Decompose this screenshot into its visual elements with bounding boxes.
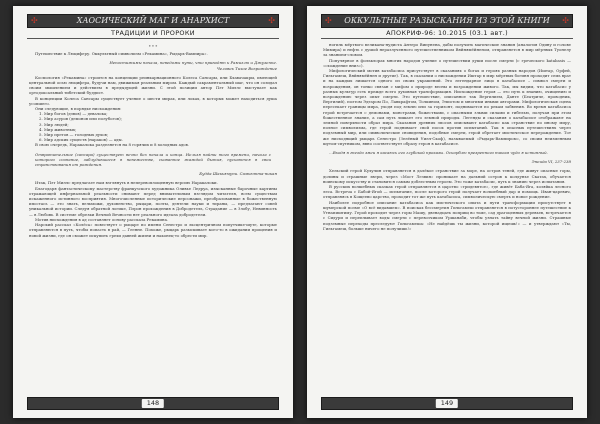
right-page-header: [321, 14, 573, 28]
paragraph: Итак, Пэт Миллс предлагает нам взглянуть в неперевоплощенную версию Наракалоки.: [35, 180, 218, 186]
left-page-footer: [27, 397, 279, 410]
paragraph: Мотив нисхождения в ад составляет основу рассказа Рекамина.: [35, 216, 169, 222]
paragraph: Наиболее подробное описание катабасиса как мистического опыта и пути трансформации присутствует в шумерской поэме «О всё видавшем». В поисках бессмертия Гильгамеш отправляется в потустороннее путешествие к Утнапиштиму. Герой проходит через горы Машу, двенадцать поприщ во тьме, сад драгоценных деревьев, встречается с Сидури и переплывает воды смерти с перевозчиком Уршанаби, чтобы узнать тайну вечной жизни. Страшные подземные переходы преследуют Гильгамеша: «Не найдёшь ты жизни, которой ищешь!» — и утверждают «Ты, Гильгамеш, больше ничего не получишь!»: [323, 199, 571, 231]
left-header-title: ХАОСИЧЕСКИЙ МАГ И АНАРХИСТ: [76, 16, 230, 25]
section-divider: * * *: [148, 44, 158, 49]
paragraph: В русских волшебных сказках герой отправляется в царство «тридевятое», где живёт Баба-Яга, хозяйка лесного леса. Встреча с Бабой-Ягой — испытание, после которого герой получает волшебный дар и помощь. Иван-царевич, отправляясь в Кощеево царство, проходит тот же путь катабасиса, символическую смерть и новое рождение.: [323, 184, 571, 200]
right-page: [307, 6, 587, 418]
list-item: 4. Мир животных;: [39, 126, 77, 132]
paragraph: Путешествие к Люциферу. Оккультный символизм «Рекамина», Рыдарь-Вампира».: [35, 51, 208, 57]
paragraph: Благодаря фантастическому мастерству французского художника Оливье Ледруа, изысканные барочные картины отражающей инфернальной реальности снимают перед внимательным взглядом читателя, всем существам искаженного истинного восприятия. Многочисленные исторические персонажи, преобразованные в божественную ипостась — это знать, вельможи, духовенство, рыцари, поэты, деятели науки и тираны, — предлагают совей уникальной истории. Следуя обратной логике, Пэрон прохождения в Добродетель, Страдание — в Злобу, Невинность — в Любовь. В системе обрезки Вечной Вечности нет реального идеала добродетели.: [29, 185, 277, 217]
right-section-title: АПОКРИФ-96: 10.2015 (03.1 авт.): [321, 28, 573, 39]
paragraph: Они следующие, в порядке нисхождения:: [35, 106, 122, 112]
list-item: 5. Мир претов — голодных духов;: [39, 132, 109, 138]
left-section-title: ТРАДИЦИИ И ПРОРОКИ: [27, 28, 279, 39]
list-item: 6. Мир адских существ (нараков) — ады.: [39, 137, 123, 143]
paragraph: Хельский герой Кухулин отправляется в далёкое странствие за море, на остров теней, где живут опасные горы, долины и страшные звери, через «Мост Лезвия» проникает на дальний остров к колдунье Скатах, обучается воинскому искусству и становится самым доблестным героем. Это тоже катабасис, путь к знанию через испытания.: [323, 168, 571, 184]
quote: …Входя в гнездо змеи я касаюсь его глубокой проказы. Оскорблю презренного таким чудо я истинный.: [329, 150, 548, 156]
list-item: 2. Мир асуров (демонов или полубогов);: [39, 116, 122, 122]
left-page-text: [29, 42, 277, 396]
epigraph-author: Человек Тихое Возрождение: [216, 65, 277, 71]
worlds-list: [39, 111, 277, 142]
quote-attribution: Энеида VI, 237-238: [531, 159, 571, 165]
right-page-footer: [321, 397, 573, 410]
page-number: 149: [436, 399, 458, 408]
page-number: 148: [142, 399, 164, 408]
paragraph: В концепции Колеса Сансары существует учение о шести мирах, или локах, в которых может находиться душа усопшего.: [29, 95, 277, 106]
ornament-icon: ✣: [325, 16, 332, 25]
quote: Отвратительное (сансара) существует вечно без начала и конца. Нельзя найти того времени, начала с которого сознание, заблудившееся в невежестве, скованное жаждой бытия, пускаются в свои странствования от рождения.: [35, 151, 271, 168]
paragraph: Космология «Рекамина» строится на концепции реинкарнационного Колеса Сансары, или Бхавачакры, имеющей центральной осью люцифера, будучи нам, движимая реальным миром. Каждый сакраментальный шаг, что он созидал своим мышлением и действием в предыдущей жизни. С этой позиции автор Пэт Миллс выступает как ортодоксальный тибетский буддист.: [29, 74, 277, 96]
epigraph: Непостижимы начала, неведомы пути, что приводят к Рамиэлю и Джузеппе.: [109, 60, 277, 66]
quote-attribution: Будда Шакьямуни. Самьютта-никая: [199, 171, 277, 177]
right-page-text: [323, 42, 571, 396]
ornament-icon: ✣: [268, 16, 275, 25]
paragraph: Мифологический мотив катабасиса присутствует в сказаниях о богах и героях разных народов (Иштар, Орфей, Гильгамеш, Вяйнямёйнен и другие). Так, в сказании о нисхождении Иштар в мир мёртвых богиня проходит семь врат и на каждых лишается одного из своих украшений. Это легендарное лицо в катабасисе – символ смерти и возрождения, он тонко связан с мифом о природе весны и возрождении живого. Так, мы видим, что катабасис у разных культур есть прежде всего духовная трансформация. Нисхождение героя — это путь к знанию, очищению и возрождению через опыт смерти. Это путешествие, описанное так Вергилием, Данте (Беатриче, проводник, Вергилий), поэтом Эдгаром По, Лавкрафтом, Толкином, Элиотом и многими иными авторами. Мифологическая сцена пересекает границы мира, уходя под землю или за горизонт, поднимается по рекам забвения. Во время катабасиса герой встречается с демонами, монстрами, божествами, с опасными злыми силами и гибелью, получая при этом божественное знание, а сам путь лишает его земной природы. Легенды и сказания о катабасисе отображают на земной поверхности образ мира. Сказания древних эпосов описывают катабасис как странствие по иному миру, полное символизма, где герой поднимает свой посох против испытаний. Так в опасных путешествиях через подземный мир, или символические сновидения, подобные смерти, герой обретает мистическое перерождение. Тот же нисходящий рыцарь Сенестро (Зелёный Уилл-Скоф), называемый «Рыдарь-Вампиром», со своим неизменным шутом-спутником, явно соответствует образу героя в катабасисе.: [323, 68, 571, 146]
ornament-icon: ✣: [31, 16, 38, 25]
left-page-header: [27, 14, 279, 28]
ornament-icon: ✣: [562, 16, 569, 25]
list-item: 3. Мир людей;: [39, 121, 69, 127]
paragraph: Популярное в фольклорах многих народов учение о путешествии души после смерти (с греческого katabasis — «схождение вниз»).: [323, 57, 571, 68]
paragraph: ногиль мёртвого великана-нудиста Антеро Випунена, дабы получить магические знания (аналогия Одину и голове Мимира) и нефть с душой неразлученного путешественником Вяйнямёйненом, отправляется в мир мёртвых Туонелу за знанием-словом.: [323, 42, 571, 58]
left-page: [13, 6, 293, 418]
list-item: 1. Мир богов (дэвов) — девалока;: [39, 111, 108, 117]
paragraph: В свою очередь, Наракалока разделяется на 8 горячих и 8 холодных адов.: [35, 142, 190, 148]
right-header-title: ОККУЛЬТНЫЕ РАЗЫСКАНИЯ ИЗ ЭТОЙ КНИГИ: [344, 16, 550, 25]
paragraph: Нарский рассказ «Колёса» повествует о рыцаре по имени Сенестро и эксцентричном попутчике-шуте, которые отправляются в путь, чтобы попасть в рай, — Геенне. Похоже, рыцарь разыскивает кого-то в ожидании прощения и новой жизни, где он сможет искупить грехи давней жизни и наконец-то обрести мир.: [29, 222, 277, 238]
